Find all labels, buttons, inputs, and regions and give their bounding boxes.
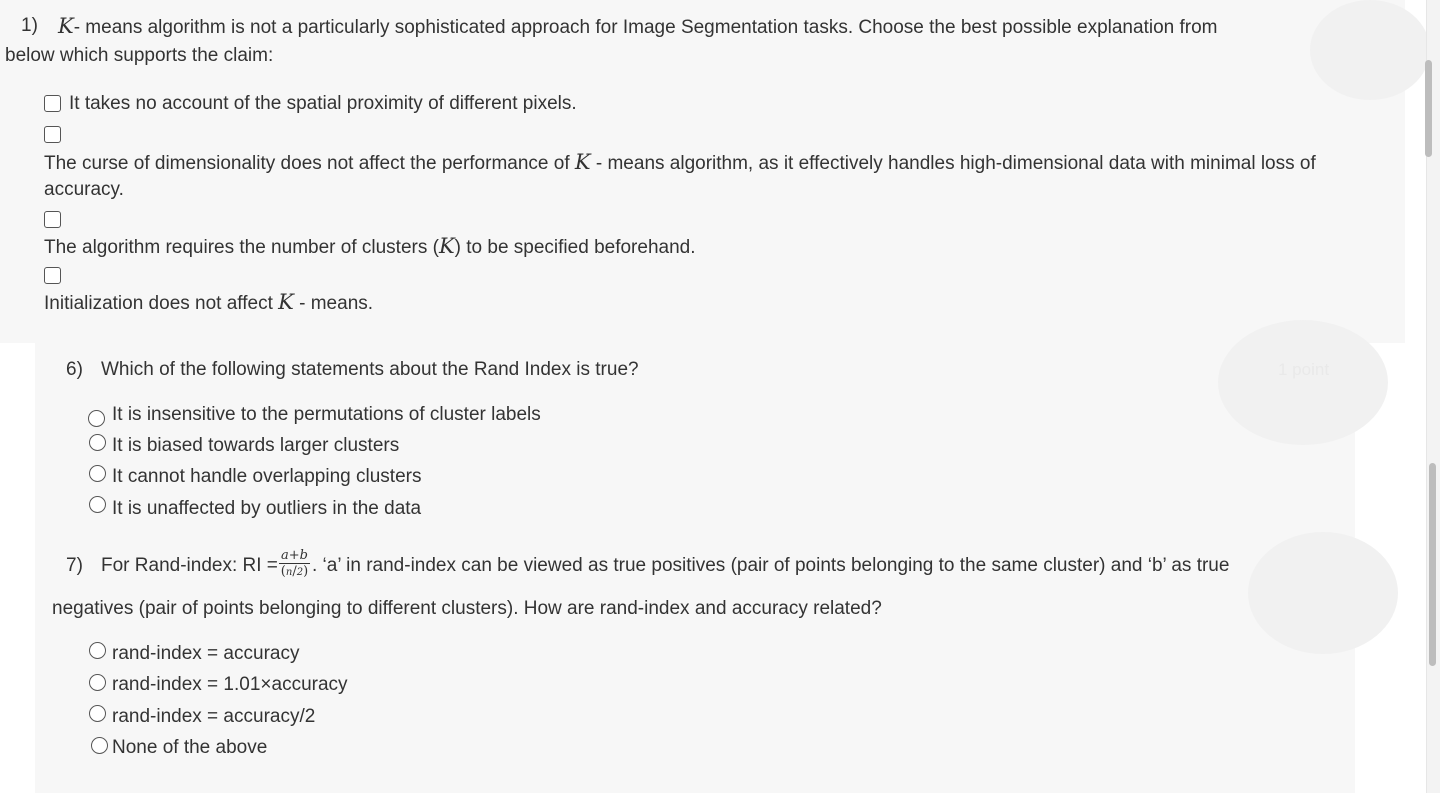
- radio-option-2[interactable]: [89, 674, 106, 691]
- q6-option-4-label: It is unaffected by outliers in the data: [112, 498, 422, 519]
- k-symbol: K: [574, 150, 591, 174]
- checkbox-option-1[interactable]: [44, 95, 61, 112]
- k-symbol: K: [58, 14, 74, 38]
- option-3-label: The algorithm requires the number of clusters (K) to be specified beforehand.: [44, 234, 696, 258]
- option-4-label: Initialization does not affect K - means.: [44, 290, 374, 314]
- k-symbol: K: [438, 234, 455, 258]
- question-6-number: 6): [66, 359, 83, 380]
- question-7-text-suffix: . ‘a’ in rand-index can be viewed as true positives (pair of points belonging to the same cluster) and ‘b’ as true: [312, 555, 1230, 576]
- radio-option-1[interactable]: [88, 410, 105, 427]
- fraction-denominator: (n/2): [280, 564, 309, 579]
- question-1-text-line2: below which supports the claim:: [5, 45, 274, 66]
- checkbox-option-2[interactable]: [44, 126, 61, 143]
- question-1-text-line1: K- means algorithm is not a particularly sophisticated approach for Image Segmentation tasks. Choose the best possible explanation from: [58, 14, 1218, 38]
- q7-option-2-label: rand-index = 1.01×accuracy: [112, 674, 348, 695]
- radio-option-4[interactable]: [89, 496, 106, 513]
- q6-option-2-label: It is biased towards larger clusters: [112, 435, 400, 456]
- option-1-label: It takes no account of the spatial proximity of different pixels.: [69, 93, 577, 114]
- fraction-numerator: a+b: [281, 548, 308, 563]
- checkbox-option-4[interactable]: [44, 267, 61, 284]
- question-7-number: 7): [66, 555, 83, 576]
- faded-decoration: [1310, 0, 1430, 100]
- q7-option-3-label: rand-index = accuracy/2: [112, 706, 316, 727]
- scrollbar-thumb[interactable]: [1425, 60, 1432, 157]
- radio-option-4[interactable]: [91, 737, 108, 754]
- q7-option-1-label: rand-index = accuracy: [112, 643, 300, 664]
- k-symbol: K: [278, 290, 294, 314]
- panel-gap: [1405, 90, 1425, 343]
- question-7-text-prefix: For Rand-index: RI =: [101, 555, 278, 576]
- radio-option-1[interactable]: [89, 642, 106, 659]
- faded-decoration: [1248, 532, 1398, 654]
- question-7-text-line2: negatives (pair of points belonging to different clusters). How are rand-index and accuracy related?: [52, 598, 882, 619]
- rand-index-fraction: [279, 548, 310, 580]
- option-2-label: The curse of dimensionality does not affect the performance of K - means algorithm, as it effectively handles high-dimensional data with minimal loss of: [44, 150, 1316, 174]
- faded-points-label: 1 point: [1278, 360, 1330, 379]
- q6-option-3-label: It cannot handle overlapping clusters: [112, 466, 422, 487]
- question-1-number: 1): [21, 15, 38, 36]
- radio-option-3[interactable]: [89, 705, 106, 722]
- radio-option-3[interactable]: [89, 465, 106, 482]
- checkbox-option-3[interactable]: [44, 211, 61, 228]
- q6-option-1-label: It is insensitive to the permutations of cluster labels: [112, 404, 541, 425]
- faded-decoration: [1218, 320, 1388, 445]
- q7-option-4-label: None of the above: [112, 737, 268, 758]
- scrollbar-thumb[interactable]: [1429, 463, 1436, 666]
- question-6-text: Which of the following statements about the Rand Index is true?: [101, 359, 639, 380]
- radio-option-2[interactable]: [89, 434, 106, 451]
- option-2-label-line2: accuracy.: [44, 179, 124, 200]
